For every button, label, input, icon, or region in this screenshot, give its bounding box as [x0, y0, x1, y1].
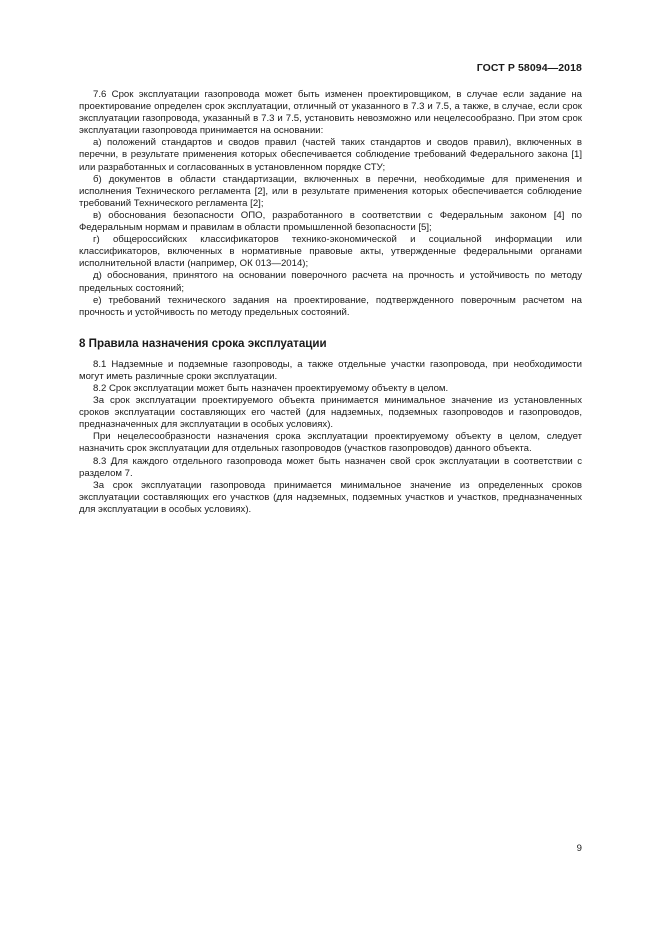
- document-header-code: ГОСТ Р 58094—2018: [476, 62, 582, 74]
- document-body: [79, 89, 582, 516]
- clause-8-3-para-1: За срок эксплуатации газопровода принимается минимальное значение из определенных сроков эксплуатации составляющих его участков (для надземных, подземных участков и участков, предназначенных для эксплуатации в особых условиях).: [79, 479, 582, 515]
- clause-8-2-para-2: При нецелесообразности назначения срока эксплуатации проектируемому объекту в целом, следует назначить срок эксплуатации для отдельных газопроводов (участков газопроводов) данного объекта.: [79, 431, 582, 455]
- clause-7-6-item-g: г) общероссийских классификаторов технико-экономической и социальной информации или классификаторов, включенных в нормативные правовые акты, утвержденные федеральными органами исполнительной власти (например, ОК 013—2014);: [79, 234, 582, 270]
- clause-8-2: 8.2 Срок эксплуатации может быть назначен проектируемому объекту в целом.: [93, 382, 449, 394]
- section-8-body: [79, 359, 582, 516]
- clause-7-6-intro: 7.6 Срок эксплуатации газопровода может быть изменен проектировщиком, в случае если задание на проектирование определен срок эксплуатации, отличный от указанного в 7.3 и 7.5, а также, в случае, если срок эксплуатации газопровода, указанный в 7.3 и 7.5, установить невозможно или нецелесообразно. При этом срок эксплуатации газопровода принимается на основании:: [79, 89, 582, 137]
- clause-8-1: 8.1 Надземные и подземные газопроводы, а также отдельные участки газопровода, при необходимости могут иметь различные сроки эксплуатации.: [79, 358, 582, 382]
- clause-8-3: 8.3 Для каждого отдельного газопровода может быть назначен свой срок эксплуатации в соответствии с разделом 7.: [79, 455, 582, 479]
- clause-7-6-item-v: в) обоснования безопасности ОПО, разработанного в соответствии с Федеральным законом [4] по Федеральным нормам и правилам в области промышленной безопасности [5];: [79, 209, 582, 234]
- page-number: 9: [576, 843, 582, 854]
- clause-7-6-item-b: б) документов в области стандартизации, включенных в перечни, необходимые для применения и исполнения Технического регламента [2], или в результате применения которых обеспечивается соблюдение требований Технического регламента [2];: [79, 173, 582, 209]
- clause-7-6-item-d: д) обоснования, принятого на основании поверочного расчета на прочность и устойчивость по методу предельных состояний;: [79, 270, 582, 294]
- clause-7-6: [79, 89, 582, 319]
- section-8-title: 8 Правила назначения срока эксплуатации: [79, 336, 327, 350]
- clause-8-2-para-1: За срок эксплуатации проектируемого объекта принимается минимальное значение из установленных сроков эксплуатации составляющих его частей (для надземных, подземных газопроводов и газопроводов, предназначенных для эксплуатации в особых условиях).: [79, 395, 582, 431]
- clause-7-6-item-a: а) положений стандартов и сводов правил (частей таких стандартов и сводов правил), включенных в перечни, в результате применения которых обеспечивается соблюдение требований Федерального закона [1] или разработанных и согласованных в установленном порядке СТУ;: [79, 137, 582, 173]
- clause-7-6-item-e: е) требований технического задания на проектирование, подтвержденного поверочным расчетом на прочность и устойчивость по методу предельных состояний.: [79, 294, 582, 318]
